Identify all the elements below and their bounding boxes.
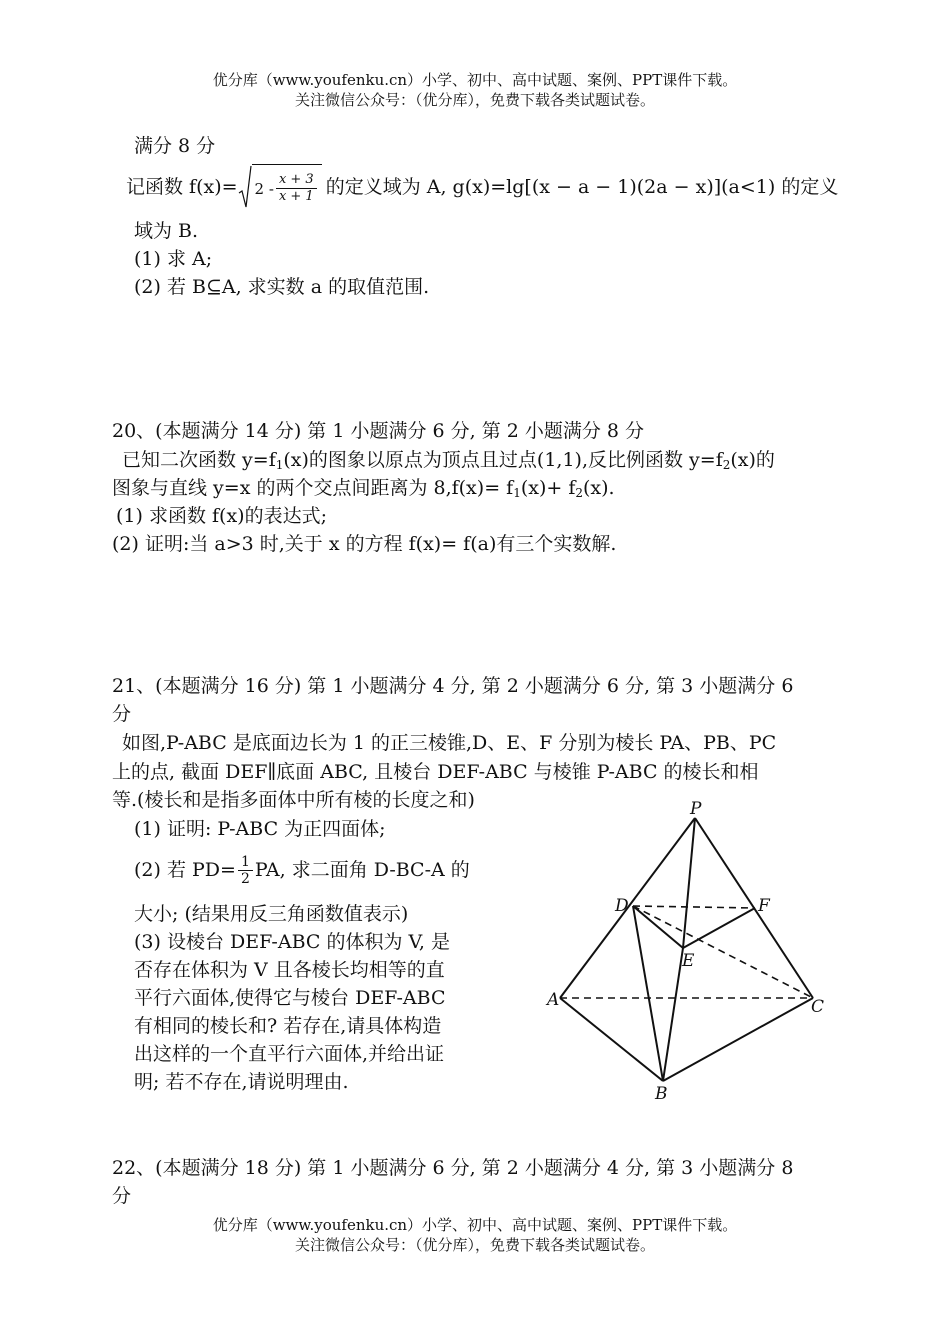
q21-body-line2: 上的点, 截面 DEF∥底面 ABC, 且棱台 DEF-ABC 与棱锥 P-ABC 的棱长和相 bbox=[112, 761, 759, 783]
page-header-line1: 优分库（www.youfenku.cn）小学、初中、高中试题、案例、PPT课件下载。 bbox=[212, 71, 738, 89]
q20-part2: (2) 证明:当 a>3 时,关于 x 的方程 f(x)= f(a)有三个实数解. bbox=[112, 533, 617, 555]
edge-DF-hidden bbox=[633, 906, 755, 908]
q19-part2: (2) 若 B⊆A, 求实数 a 的取值范围. bbox=[134, 276, 430, 298]
q21-part2-fraction bbox=[238, 854, 253, 887]
q20-body-a1: 已知二次函数 y=f bbox=[122, 449, 276, 471]
q21-part2-suffix: PA, 求二面角 D-BC-A 的 bbox=[254, 859, 470, 881]
tetrahedron-figure bbox=[545, 798, 835, 1103]
q19-part1: (1) 求 A; bbox=[134, 248, 213, 270]
q19-intro bbox=[126, 165, 838, 209]
page-header-line2: 关注微信公众号：（优分库），免费下载各类试题试卷。 bbox=[294, 91, 655, 109]
label-E: E bbox=[682, 951, 695, 971]
q21-part3-line2: 否存在体积为 V 且各棱长均相等的直 bbox=[134, 959, 445, 981]
q21-part2-den: 2 bbox=[240, 870, 250, 887]
q19-intro-suffix: 的定义域为 A, g(x)=lg[(x − a − 1)(2a − x)](a<1) 的定义 bbox=[325, 176, 839, 198]
q20-body-a2: (x)的图象以原点为顶点且过点(1,1),反比例函数 y=f bbox=[283, 449, 723, 471]
q20-heading: 20、(本题满分 14 分) 第 1 小题满分 6 分, 第 2 小题满分 8 分 bbox=[112, 420, 645, 442]
q21-part2-prefix: (2) 若 PD= bbox=[134, 859, 236, 881]
edge-DB bbox=[633, 906, 663, 1081]
q20-sub3: 1 bbox=[513, 486, 521, 500]
q22-heading-line1: 22、(本题满分 18 分) 第 1 小题满分 6 分, 第 2 小题满分 4 分, 第 3 小题满分 8 bbox=[112, 1157, 794, 1179]
label-P: P bbox=[690, 799, 702, 819]
q19-intro-prefix: 记函数 f(x)= bbox=[126, 176, 238, 198]
edge-PE bbox=[683, 818, 695, 948]
q21-heading-line1: 21、(本题满分 16 分) 第 1 小题满分 4 分, 第 2 小题满分 6 分, 第 3 小题满分 6 bbox=[112, 675, 794, 697]
label-A: A bbox=[547, 990, 560, 1010]
q21-part2-num: 1 bbox=[238, 854, 253, 871]
q20-sub1: 1 bbox=[275, 458, 284, 472]
q19-radical-const: 2 - bbox=[254, 179, 274, 198]
q21-part3-line1: (3) 设棱台 DEF-ABC 的体积为 V, 是 bbox=[134, 931, 450, 953]
q20-body-b3: (x). bbox=[583, 477, 615, 499]
q21-heading-line2: 分 bbox=[112, 703, 132, 725]
q19-fraction bbox=[276, 172, 317, 205]
page-footer-line2: 关注微信公众号：（优分库），免费下载各类试题试卷。 bbox=[294, 1236, 655, 1254]
label-B: B bbox=[655, 1084, 668, 1103]
edge-AB bbox=[560, 998, 663, 1081]
q20-sub4: 2 bbox=[575, 486, 584, 500]
edge-EB bbox=[663, 948, 683, 1081]
q21-part1: (1) 证明: P-ABC 为正四面体; bbox=[134, 818, 386, 840]
edge-BC bbox=[663, 998, 813, 1081]
q19-frac-den: x + 1 bbox=[278, 189, 314, 204]
edge-DE bbox=[633, 906, 683, 948]
q20-sub2: 2 bbox=[722, 458, 731, 472]
label-C: C bbox=[811, 997, 825, 1017]
q21-part3-line3: 平行六面体,使得它与棱台 DEF-ABC bbox=[134, 987, 446, 1009]
q21-part3-line4: 有相同的棱长和? 若存在,请具体构造 bbox=[134, 1015, 442, 1037]
label-D: D bbox=[615, 896, 629, 916]
q20-body-b1: 图象与直线 y=x 的两个交点间距离为 8,f(x)= f bbox=[112, 477, 514, 499]
q21-part3-line5: 出这样的一个直平行六面体,并给出证 bbox=[134, 1043, 445, 1065]
q19-frac-num: x + 3 bbox=[276, 172, 317, 189]
edge-DC-hidden bbox=[633, 906, 813, 998]
q20-body-a3: (x)的 bbox=[730, 449, 775, 471]
q22-heading-line2: 分 bbox=[112, 1185, 132, 1207]
q20-body-line1 bbox=[122, 448, 775, 472]
q21-body-line3: 等.(棱长和是指多面体中所有棱的长度之和) bbox=[112, 789, 475, 811]
q20-part1: (1) 求函数 f(x)的表达式; bbox=[116, 505, 327, 527]
q19-intro-line2: 域为 B. bbox=[134, 220, 199, 242]
q21-part2 bbox=[134, 848, 470, 892]
radical-sign-icon bbox=[238, 165, 252, 209]
q19-radical bbox=[238, 164, 322, 211]
label-F: F bbox=[758, 896, 770, 916]
q20-body-line2 bbox=[112, 476, 615, 500]
edge-EF bbox=[683, 908, 755, 948]
q21-body-line1: 如图,P-ABC 是底面边长为 1 的正三棱锥,D、E、F 分别为棱长 PA、PB、PC bbox=[122, 732, 777, 754]
q21-part2-line2: 大小; (结果用反三角函数值表示) bbox=[134, 903, 409, 925]
q20-body-b2: (x)+ f bbox=[520, 477, 576, 499]
q21-part3-line6: 明; 若不存在,请说明理由. bbox=[134, 1071, 349, 1093]
q19-score-note: 满分 8 分 bbox=[134, 135, 216, 157]
page-footer-line1: 优分库（www.youfenku.cn）小学、初中、高中试题、案例、PPT课件下载。 bbox=[212, 1216, 738, 1234]
